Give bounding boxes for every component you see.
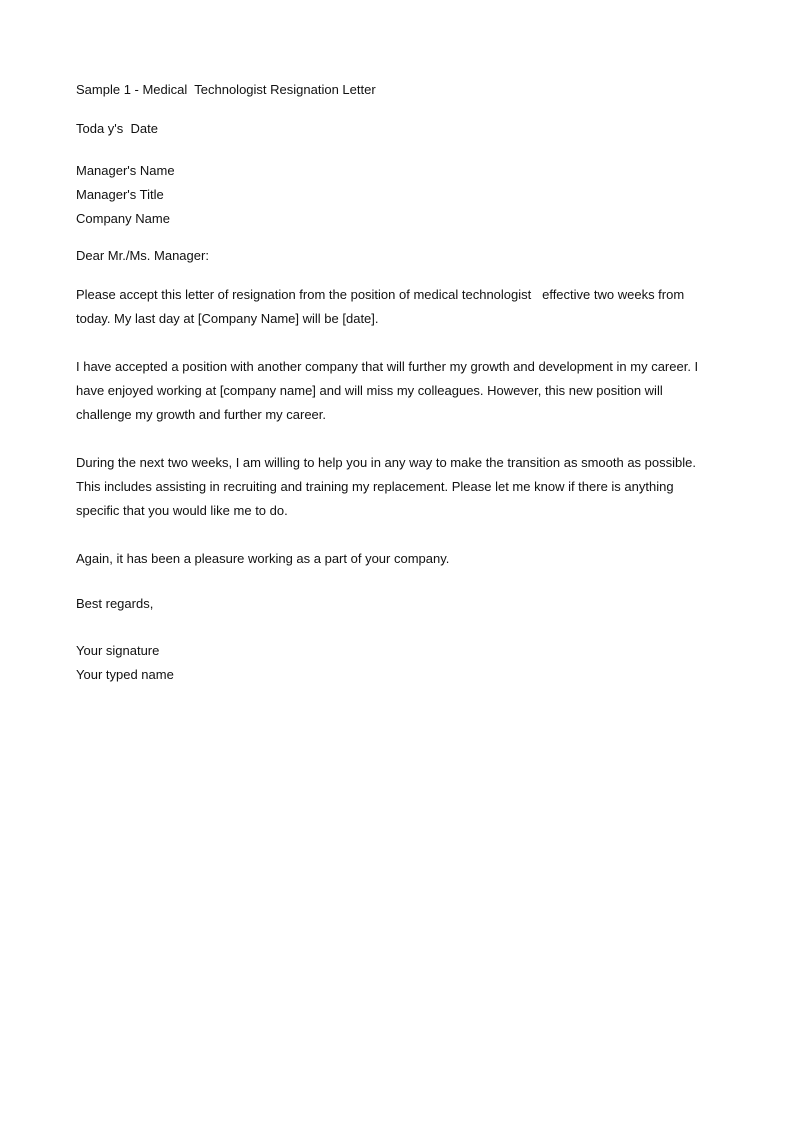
letter-body: [76, 81, 726, 687]
paragraph-line: During the next two weeks, I am willing to help you in any way to make the transition as smooth as possible.: [76, 455, 696, 470]
salutation: Dear Mr./Ms. Manager:: [76, 248, 209, 263]
paragraph-line: challenge my growth and further my career.: [76, 407, 327, 422]
paragraph-line: I have accepted a position with another company that will further my growth and development in my career. I: [76, 359, 699, 374]
closing: Best regards,: [76, 596, 154, 611]
paragraph-line: specific that you would like me to do.: [76, 503, 288, 518]
paragraph-4: [76, 547, 726, 571]
paragraph-line: today. My last day at [Company Name] will be [date].: [76, 311, 379, 326]
recipient-name: Manager's Name: [76, 163, 175, 178]
typed-name: Your typed name: [76, 667, 174, 682]
letter-date: Toda y's Date: [76, 121, 158, 136]
paragraph-line: This includes assisting in recruiting and training my replacement. Please let me know if there is anything: [76, 479, 674, 494]
document-title: Sample 1 - Medical Technologist Resignation Letter: [76, 82, 376, 97]
recipient-title: Manager's Title: [76, 187, 164, 202]
recipient-company: Company Name: [76, 211, 170, 226]
paragraph-line: Please accept this letter of resignation from the position of medical technologist effective two weeks from: [76, 287, 685, 302]
paragraph-line: Again, it has been a pleasure working as a part of your company.: [76, 551, 450, 566]
paragraph-2: [76, 355, 726, 427]
paragraph-1: [76, 283, 726, 331]
paragraph-line: have enjoyed working at [company name] and will miss my colleagues. However, this new position will: [76, 383, 663, 398]
recipient-address: [76, 159, 726, 231]
signature: Your signature: [76, 643, 160, 658]
paragraph-3: [76, 451, 726, 523]
